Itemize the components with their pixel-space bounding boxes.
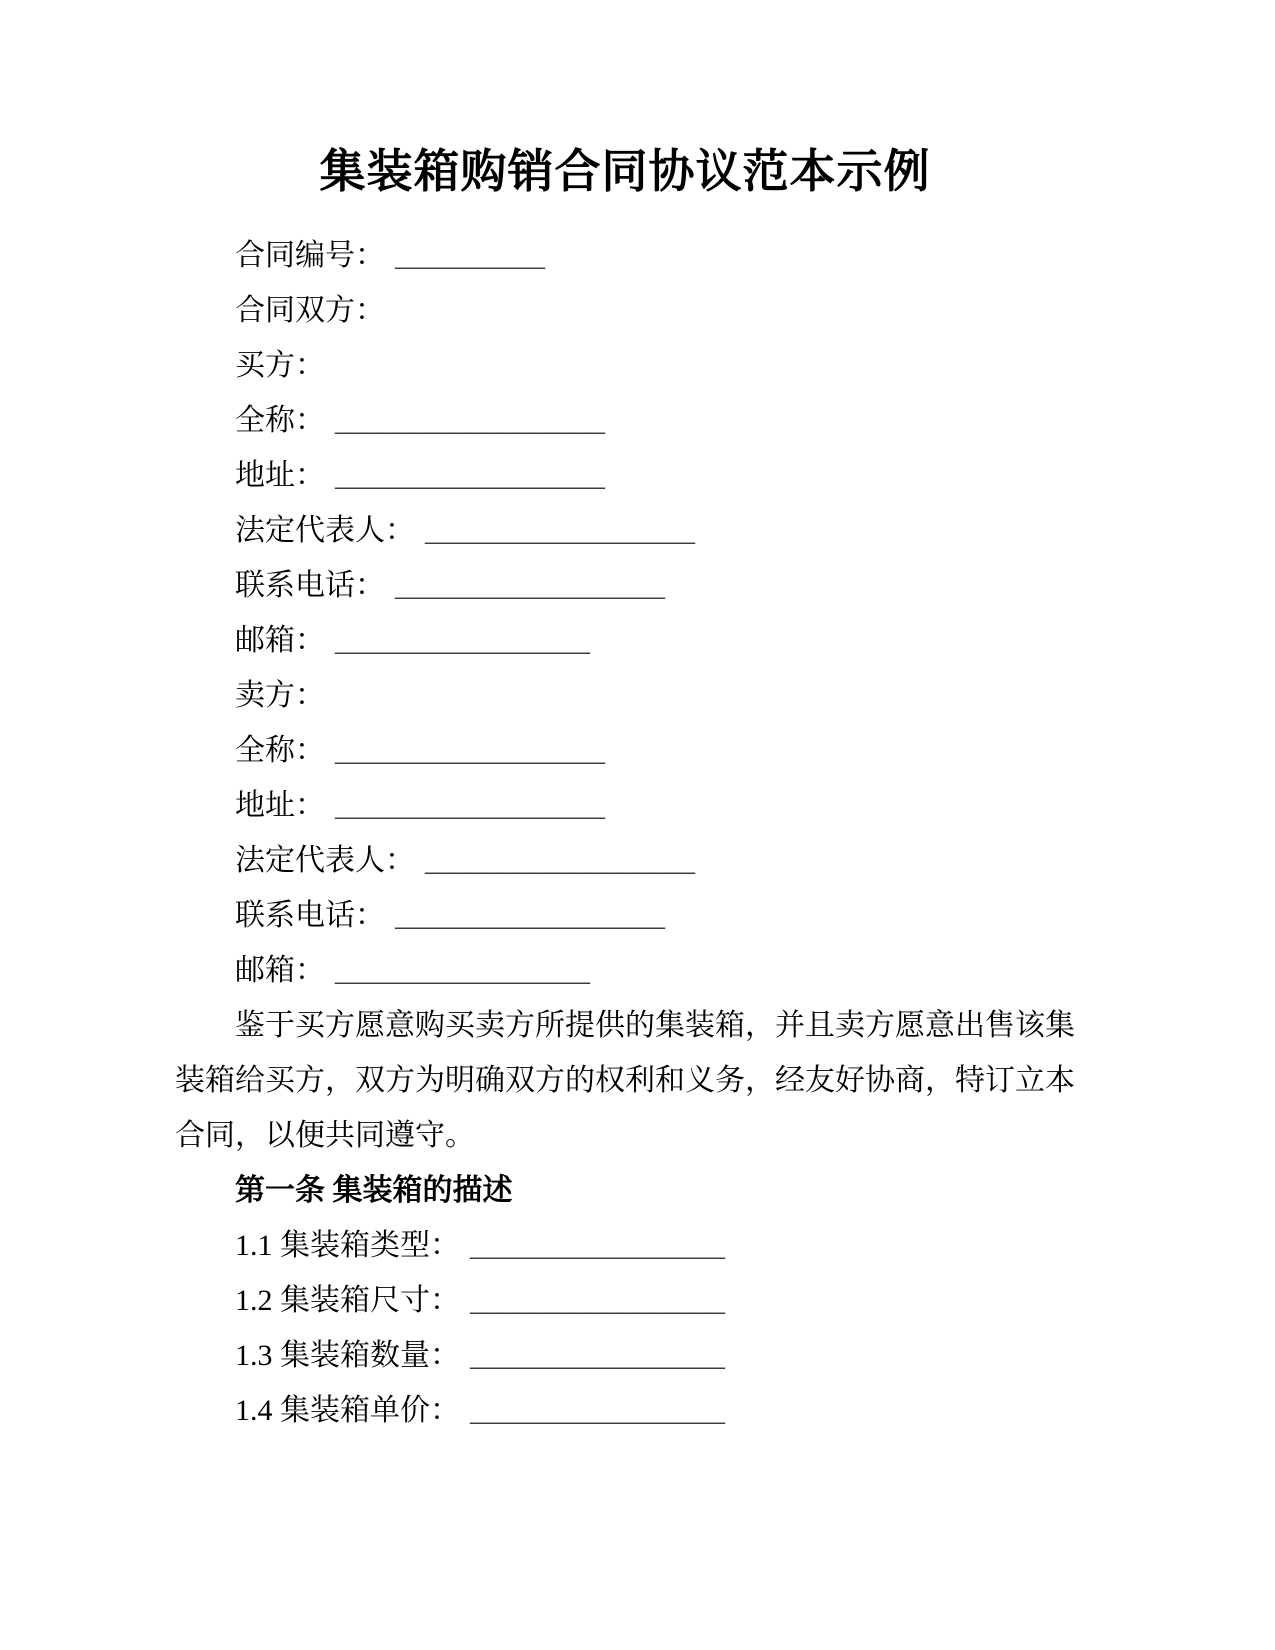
fill-in-blank: __________________ (335, 404, 605, 437)
field-row (175, 558, 1075, 613)
contract-item-row (175, 1218, 1075, 1273)
fill-in-blank: __________________ (395, 899, 665, 932)
field-label: 卖方： (235, 679, 325, 712)
field-row (175, 503, 1075, 558)
fill-in-blank: __________________ (425, 844, 695, 877)
field-row (175, 668, 1075, 723)
field-label: 合同双方： (235, 294, 385, 327)
field-label: 买方： (235, 349, 325, 382)
field-row (175, 778, 1075, 833)
field-label: 邮箱： (235, 954, 325, 987)
fill-in-blank: _________________ (335, 624, 590, 657)
fill-in-blank: _________________ (470, 1394, 725, 1427)
field-label: 地址： (235, 459, 325, 492)
fill-in-blank: _________________ (470, 1339, 725, 1372)
section-heading: 第一条 集装箱的描述 (235, 1174, 513, 1207)
preamble-paragraph: 鉴于买方愿意购买卖方所提供的集装箱，并且卖方愿意出售该集装箱给买方，双方为明确双方的权利和义务，经友好协商，特订立本合同，以便共同遵守。 (175, 1009, 1075, 1152)
field-label: 全称： (235, 404, 325, 437)
field-label: 联系电话： (235, 569, 385, 602)
item-label: 1.4 集装箱单价： (235, 1394, 460, 1427)
field-label: 合同编号： (235, 239, 385, 272)
contract-item-row (175, 1328, 1075, 1383)
fill-in-blank: _________________ (470, 1229, 725, 1262)
contract-item-row (175, 1273, 1075, 1328)
contract-item-row (175, 1383, 1075, 1438)
field-label: 全称： (235, 734, 325, 767)
field-row (175, 283, 1075, 338)
item-label: 1.3 集装箱数量： (235, 1339, 460, 1372)
fill-in-blank: __________________ (395, 569, 665, 602)
field-label: 地址： (235, 789, 325, 822)
field-row (175, 943, 1075, 998)
fill-in-blank: __________ (395, 239, 545, 272)
fill-in-blank: __________________ (335, 789, 605, 822)
fill-in-blank: _________________ (470, 1284, 725, 1317)
field-row (175, 723, 1075, 778)
field-row (175, 338, 1075, 393)
field-label: 法定代表人： (235, 844, 415, 877)
field-label: 联系电话： (235, 899, 385, 932)
fill-in-blank: _________________ (335, 954, 590, 987)
field-row (175, 228, 1075, 283)
field-row (175, 448, 1075, 503)
fill-in-blank: __________________ (425, 514, 695, 547)
document-title: 集装箱购销合同协议范本示例 (319, 146, 931, 197)
field-row (175, 613, 1075, 668)
item-label: 1.2 集装箱尺寸： (235, 1284, 460, 1317)
field-label: 法定代表人： (235, 514, 415, 547)
document-body (175, 228, 1075, 1438)
field-row (175, 833, 1075, 888)
field-label: 邮箱： (235, 624, 325, 657)
fill-in-blank: __________________ (335, 734, 605, 767)
field-row (175, 888, 1075, 943)
field-row (175, 393, 1075, 448)
fill-in-blank: __________________ (335, 459, 605, 492)
item-label: 1.1 集装箱类型： (235, 1229, 460, 1262)
